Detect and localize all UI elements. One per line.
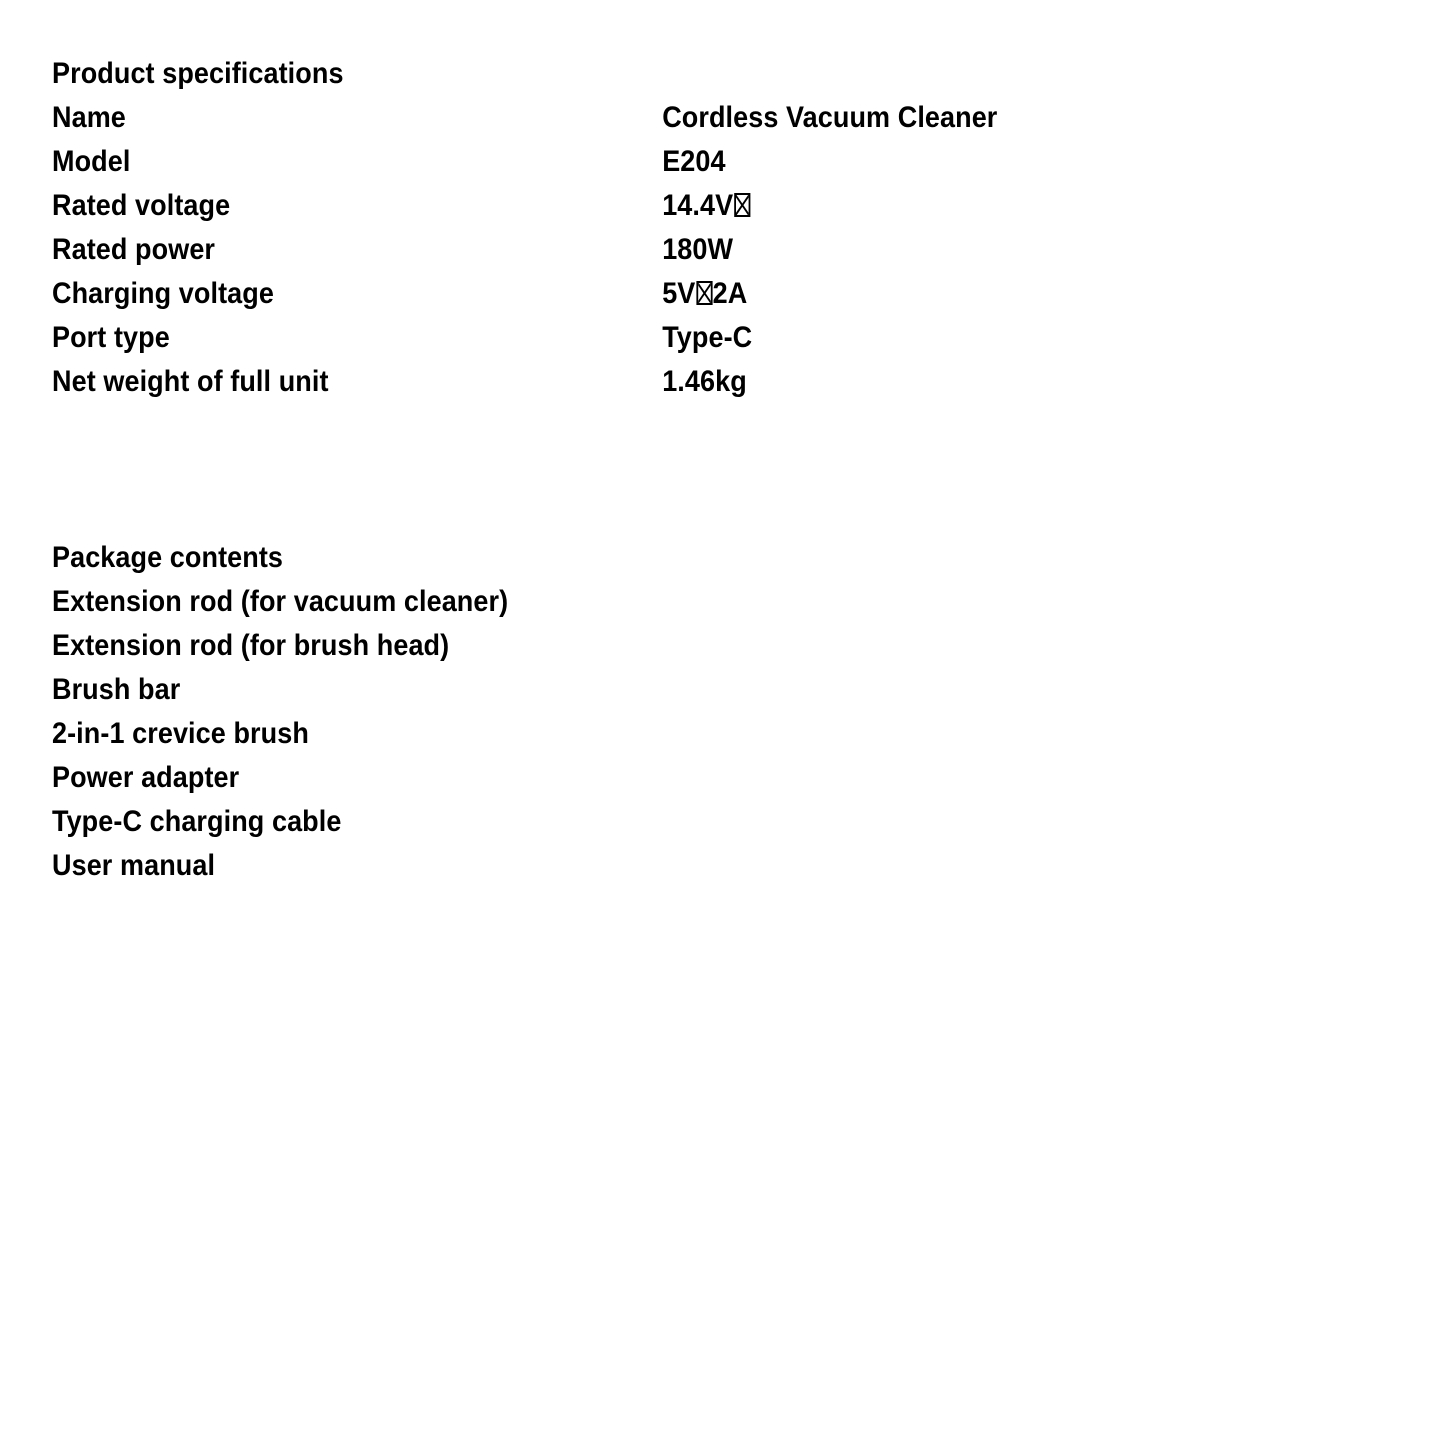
spec-label-name: Name [52,101,126,134]
spec-label-rated-power: Rated power [52,233,216,266]
spec-label-net-weight: Net weight of full unit [52,365,329,398]
package-contents-item: 2-in-1 crevice brush [52,717,309,750]
missing-glyph-box-icon [734,193,750,216]
spec-label-port-type: Port type [52,321,170,354]
package-contents-item: Extension rod (for vacuum cleaner) [52,585,509,618]
spec-row-net-weight [52,360,1301,404]
spec-value-port-type: Type-C [662,321,753,354]
spec-value-rated-voltage-prefix: 14.4V [662,189,734,222]
spec-row-port-type [52,316,1301,360]
spec-value-name: Cordless Vacuum Cleaner [662,101,998,134]
missing-glyph-box-icon [696,281,712,304]
spec-value-rated-power: 180W [662,233,734,266]
package-contents-item: Type-C charging cable [52,805,342,838]
spec-row-charging-voltage [52,272,1301,316]
spec-value-charging-voltage-suffix: 2A [712,277,748,310]
package-contents-heading: Package contents [52,541,284,574]
package-contents-item: Extension rod (for brush head) [52,629,450,662]
spec-value-charging-voltage-prefix: 5V [662,277,696,310]
package-contents-item: Brush bar [52,673,181,706]
product-specifications-heading: Product specifications [52,57,344,90]
section-spacer [52,404,1440,536]
spec-value-net-weight: 1.46kg [662,365,747,398]
package-contents-section [52,536,1440,888]
spec-row-name [52,96,1301,140]
spec-value-charging-voltage [662,272,1301,316]
product-specifications-section [52,52,1440,404]
spec-row-rated-voltage [52,184,1301,228]
spec-row-model [52,140,1301,184]
spec-value-model: E204 [662,145,726,178]
spec-label-charging-voltage: Charging voltage [52,277,274,310]
spec-value-rated-voltage [662,184,1301,228]
spec-label-model: Model [52,145,131,178]
package-contents-item: Power adapter [52,761,240,794]
spec-label-rated-voltage: Rated voltage [52,189,231,222]
package-contents-item: User manual [52,849,216,882]
spec-row-rated-power [52,228,1301,272]
